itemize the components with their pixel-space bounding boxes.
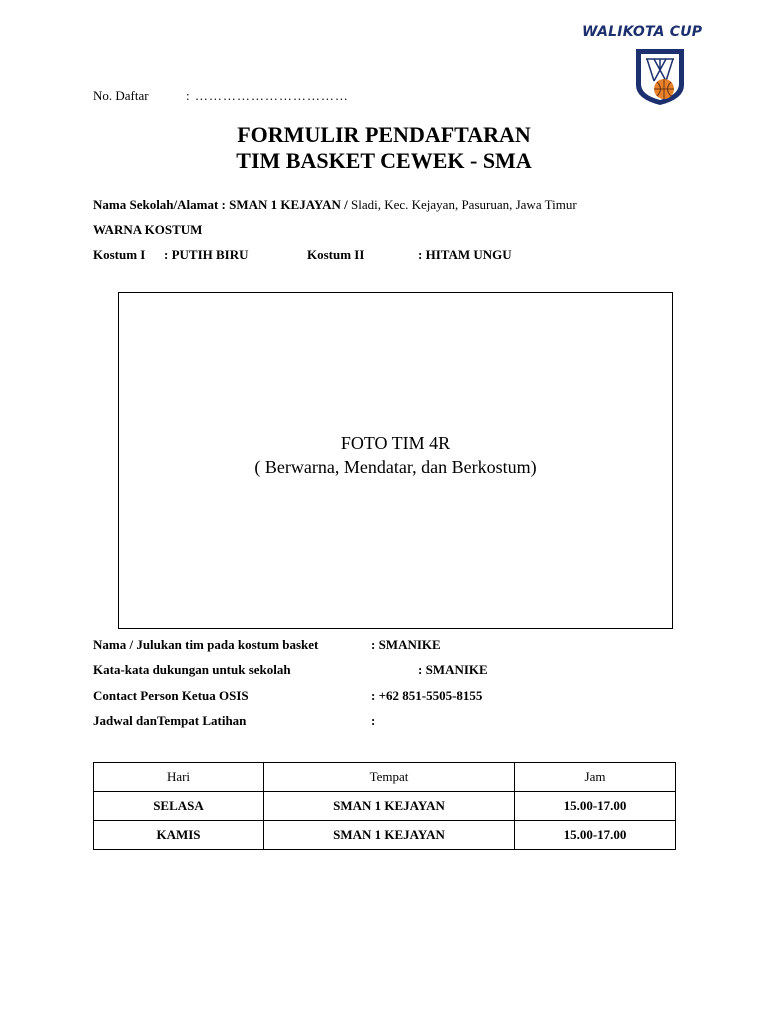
table-cell-place: SMAN 1 KEJAYAN (264, 821, 515, 850)
table-cell-time: 15.00-17.00 (515, 792, 676, 821)
table-header-row (94, 763, 676, 792)
photo-instructions: ( Berwarna, Mendatar, dan Berkostum) (254, 457, 537, 477)
team-nickname-label: Nama / Julukan tim pada kostum basket (93, 637, 319, 652)
school-label: Nama Sekolah/Alamat : SMAN 1 KEJAYAN / (93, 197, 348, 212)
training-schedule-value: : (371, 713, 376, 728)
table-row (94, 792, 676, 821)
costume-2-value: : HITAM UNGU (418, 247, 512, 262)
costume-heading: WARNA KOSTUM (93, 222, 203, 237)
form-subtitle: TIM BASKET CEWEK - SMA (236, 148, 532, 173)
training-schedule-table (93, 762, 676, 850)
costume-2-label: Kostum II (307, 247, 365, 262)
contact-person-value: : +62 851-5505-8155 (371, 688, 483, 703)
training-schedule-label: Jadwal danTempat Latihan (93, 713, 247, 728)
registration-value: : …………………………… (186, 88, 349, 103)
table-cell-time: 15.00-17.00 (515, 821, 676, 850)
logo-text: WALIKOTA CUP (582, 24, 703, 40)
support-words-value: : SMANIKE (418, 662, 488, 677)
team-nickname-value: : SMANIKE (371, 637, 441, 652)
registration-label: No. Daftar (93, 88, 149, 103)
table-cell-place: SMAN 1 KEJAYAN (264, 792, 515, 821)
photo-title: FOTO TIM 4R (340, 433, 451, 453)
costume-1-value: : PUTIH BIRU (164, 247, 249, 262)
support-words-label: Kata-kata dukungan untuk sekolah (93, 662, 291, 677)
school-line (93, 197, 577, 213)
column-header-day: Hari (94, 763, 264, 792)
team-photo-placeholder (118, 292, 673, 629)
form-title: FORMULIR PENDAFTARAN (237, 122, 531, 147)
table-cell-day: KAMIS (94, 821, 264, 850)
costume-1-label: Kostum I (93, 247, 146, 262)
basketball-shield-logo (634, 47, 686, 107)
table-row (94, 821, 676, 850)
school-address: Sladi, Kec. Kejayan, Pasuruan, Jawa Timur (347, 197, 577, 212)
contact-person-label: Contact Person Ketua OSIS (93, 688, 249, 703)
column-header-time: Jam (515, 763, 676, 792)
table-cell-day: SELASA (94, 792, 264, 821)
column-header-place: Tempat (264, 763, 515, 792)
